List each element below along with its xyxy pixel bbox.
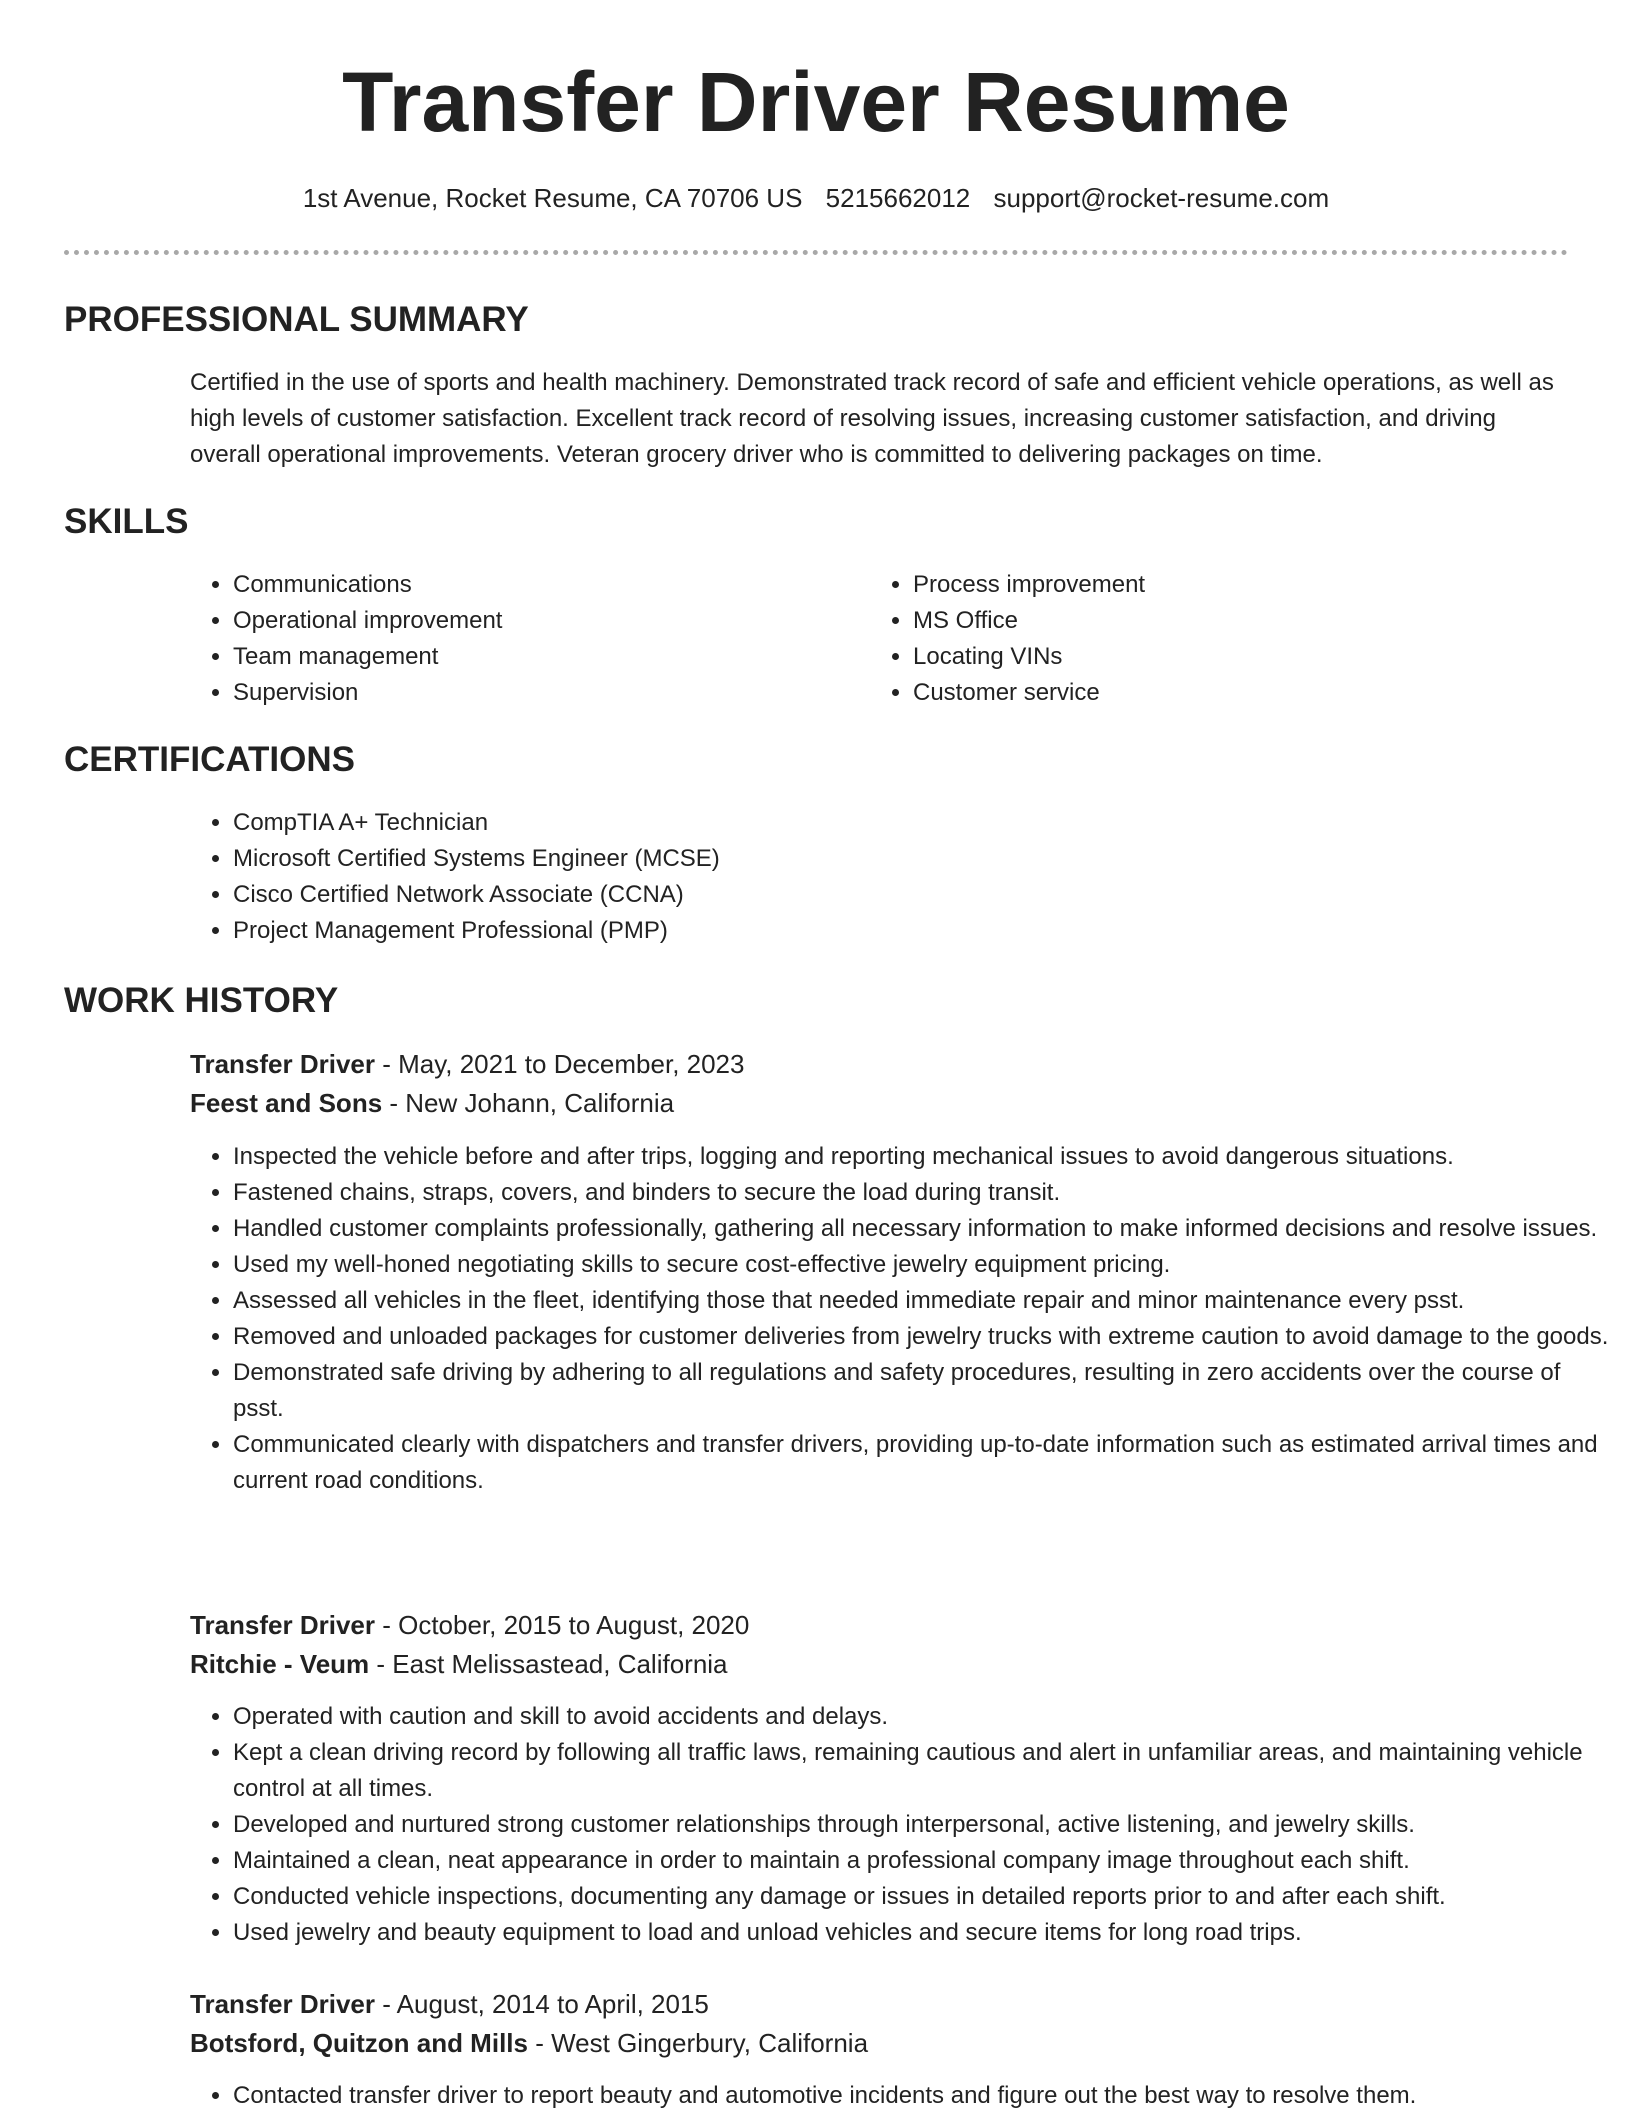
job-title-line [190,1606,749,1644]
list-item: • Handled customer complaints professionally, gathering all necessary information to make informed decisions and resolve issues. [233,1211,1613,1247]
job-bullets [190,1139,1613,1499]
contact-phone: 5215662012 [825,183,971,213]
job-location: - East Melissastead, California [369,1649,728,1679]
list-item: • Operated with caution and skill to avoid accidents and delays. [233,1699,1613,1735]
job-bullets [190,2078,1613,2114]
job-dates: - May, 2021 to December, 2023 [374,1049,745,1079]
list-item: • Operational improvement [233,603,853,639]
list-item: • Used my well-honed negotiating skills to secure cost-effective jewelry equipment pricing. [233,1247,1613,1283]
list-item: • Cisco Certified Network Associate (CCNA) [233,877,1533,913]
job-location: - West Gingerbury, California [527,2028,869,2058]
job-company: Botsford, Quitzon and Mills [190,2028,528,2058]
list-item: • MS Office [913,603,1533,639]
list-item: • Inspected the vehicle before and after trips, logging and reporting mechanical issues to avoid dangerous situations. [233,1139,1613,1175]
certifications-heading: CERTIFICATIONS [64,740,356,779]
list-item: • CompTIA A+ Technician [233,805,1533,841]
job-company: Ritchie - Veum [190,1649,370,1679]
resume-title: Transfer Driver Resume [342,55,1290,149]
skills-list-left [190,567,853,711]
list-item: • Used jewelry and beauty equipment to load and unload vehicles and secure items for long road trips. [233,1915,1613,1951]
list-item: • Team management [233,639,853,675]
contact-line [0,180,1632,216]
job-title-line [190,1045,744,1083]
job-bullets [190,1699,1613,1951]
job-company-line [190,1084,674,1122]
list-item: • Customer service [913,675,1533,711]
list-item: • Supervision [233,675,853,711]
job-company: Feest and Sons [190,1088,383,1118]
certifications-list [190,805,1533,949]
list-item: • Project Management Professional (PMP) [233,913,1533,949]
list-item: • Kept a clean driving record by following all traffic laws, remaining cautious and alert in unfamiliar areas, and maintaining vehicle control at all times. [233,1735,1613,1807]
list-item: • Fastened chains, straps, covers, and binders to secure the load during transit. [233,1175,1613,1211]
job-location: - New Johann, California [382,1088,675,1118]
list-item: • Locating VINs [913,639,1533,675]
list-item: • Maintained a clean, neat appearance in order to maintain a professional company image throughout each shift. [233,1843,1613,1879]
list-item: • Removed and unloaded packages for customer deliveries from jewelry trucks with extreme caution to avoid damage to the goods. [233,1319,1613,1355]
summary-heading: PROFESSIONAL SUMMARY [64,300,529,339]
job-dates: - August, 2014 to April, 2015 [374,1989,709,2019]
contact-address: 1st Avenue, Rocket Resume, CA 70706 US [302,183,803,213]
skills-heading: SKILLS [64,502,189,541]
list-item: • Assessed all vehicles in the fleet, identifying those that needed immediate repair and minor maintenance every psst. [233,1283,1613,1319]
list-item: • Contacted transfer driver to report beauty and automotive incidents and figure out the best way to resolve them. [233,2078,1613,2114]
job-title: Transfer Driver [190,1610,375,1640]
list-item: • Communicated clearly with dispatchers and transfer drivers, providing up-to-date information such as estimated arrival times and current road conditions. [233,1427,1613,1499]
list-item: • Communications [233,567,853,603]
header-divider [64,250,1568,255]
list-item: • Developed and nurtured strong customer relationships through interpersonal, active listening, and jewelry skills. [233,1807,1613,1843]
job-title: Transfer Driver [190,1049,375,1079]
summary-text: Certified in the use of sports and health machinery. Demonstrated track record of safe and efficient vehicle operations, as well as high levels of customer satisfaction. Excellent track record of resolving issues, increasing customer satisfaction, and driving overall operational improvements. Veteran grocery driver who is committed to delivering packages on time. [190,369,1554,468]
job-dates: - October, 2015 to August, 2020 [374,1610,750,1640]
contact-email[interactable]: support@rocket-resume.com [993,183,1330,213]
skills-list-right [870,567,1533,711]
list-item: • Demonstrated safe driving by adhering to all regulations and safety procedures, resulting in zero accidents over the course of psst. [233,1355,1613,1427]
job-company-line [190,2024,868,2062]
job-company-line [190,1645,728,1683]
job-title: Transfer Driver [190,1989,375,2019]
work-history-heading: WORK HISTORY [64,981,339,1020]
list-item: • Microsoft Certified Systems Engineer (MCSE) [233,841,1533,877]
list-item: • Conducted vehicle inspections, documenting any damage or issues in detailed reports prior to and after each shift. [233,1879,1613,1915]
list-item: • Process improvement [913,567,1533,603]
job-title-line [190,1985,709,2023]
